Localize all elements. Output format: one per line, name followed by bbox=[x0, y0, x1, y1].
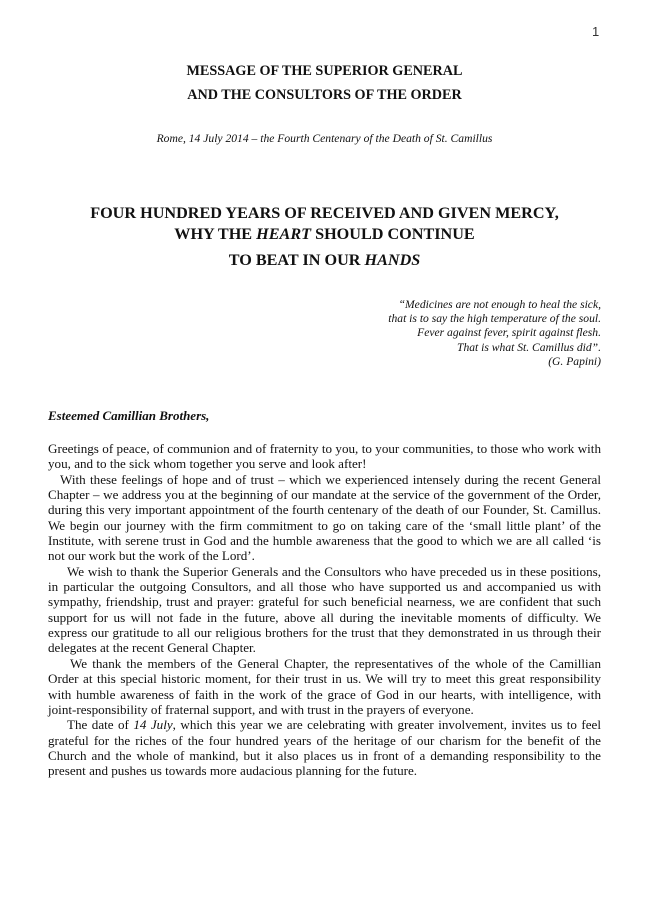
paragraph-feelings-of-hope: With these feelings of hope and of trust – which we experienced intensely during the recent General Chapter – we address you at the beginning of our mandate at the service of the government of the Order, during this very important appointment of the fourth centenary of the death of our Founder, St. Camillus. We begin our journey with the firm commitment to go on taking care of the ‘small little plant’ of the Institute, with serene trust in God and the humble awareness that the good to which we are all called ‘is not our work but the work of the Lord’. bbox=[48, 471, 601, 564]
epigraph-line-2: that is to say the high temperature of the soul. bbox=[388, 312, 601, 326]
page-number: 1 bbox=[592, 24, 600, 39]
paragraph-thanks-general-chapter: We thank the members of the General Chapter, the representatives of the whole of the Camillian Order at this special historic moment, for their trust in us. We will try to meet this great responsibility with humble awareness of faith in the work of the grace of God in our hearts, with intelligence, with joint-responsibility of fraternal support, and with trust in the prayers of everyone. bbox=[48, 655, 601, 717]
salutation: Esteemed Camillian Brothers, bbox=[48, 408, 210, 423]
main-title-line-2 bbox=[0, 224, 649, 245]
epigraph-line-1: “Medicines are not enough to heal the sick, bbox=[398, 298, 601, 311]
paragraph-date-text-start: The date of bbox=[67, 717, 134, 733]
main-title-line-1: FOUR HUNDRED YEARS OF RECEIVED AND GIVEN MERCY, bbox=[90, 204, 559, 222]
epigraph-attribution: (G. Papini) bbox=[548, 354, 601, 368]
document-header-title bbox=[0, 59, 649, 107]
dateline: Rome, 14 July 2014 – the Fourth Centenary of the Death of St. Camillus bbox=[156, 132, 493, 145]
paragraph-greetings: Greetings of peace, of communion and of fraternity to you, to your communities, to those who work with you, and to the sick whom together you serve and look after! bbox=[48, 441, 601, 472]
letter-body bbox=[48, 441, 601, 779]
epigraph-quote bbox=[388, 298, 601, 369]
main-title-line-3 bbox=[0, 250, 649, 271]
epigraph-line-4: That is what St. Camillus did”. bbox=[457, 340, 601, 354]
paragraph-date-14-july bbox=[48, 717, 601, 778]
epigraph-line-3: Fever against fever, spirit against flesh. bbox=[417, 326, 601, 340]
header-title-line-1: MESSAGE OF THE SUPERIOR GENERAL bbox=[186, 63, 463, 79]
paragraph-date-text-end: , which this year we are celebrating with greater involvement, invites us to feel grateful for the riches of the four hundred years of the heritage of our charism for the benefit of the Church and the whole of mankind, but it also places us in front of a demanding responsibility to the present and pushes us towards more audacious planning for the future. bbox=[48, 717, 601, 779]
main-title-emphasis-hands: HANDS bbox=[364, 251, 421, 269]
paragraph-thanks-superiors: We wish to thank the Superior Generals and the Consultors who have preceded us in these positions, in particular the outgoing Consultors, and all those who have supported us and accompanied us with sympathy, friendship, trust and prayer: grateful for such beneficial nearness, we are confident that such support for us will not fade in the future, above all during the inevitable moments of difficulty. We express our gratitude to all our religious brothers for the trust that they demonstrated in us through their delegates at the recent General Chapter. bbox=[48, 563, 601, 656]
main-title-line-2-text: WHY THE bbox=[174, 225, 257, 243]
header-title-line-2: AND THE CONSULTORS OF THE ORDER bbox=[187, 87, 462, 103]
main-title-line-3-text: TO BEAT IN OUR bbox=[228, 251, 365, 269]
main-title bbox=[0, 203, 649, 271]
main-title-emphasis-heart: HEART bbox=[256, 225, 312, 243]
paragraph-date-emphasis: 14 July bbox=[133, 717, 173, 733]
main-title-line-2-text-end: SHOULD CONTINUE bbox=[311, 225, 475, 243]
